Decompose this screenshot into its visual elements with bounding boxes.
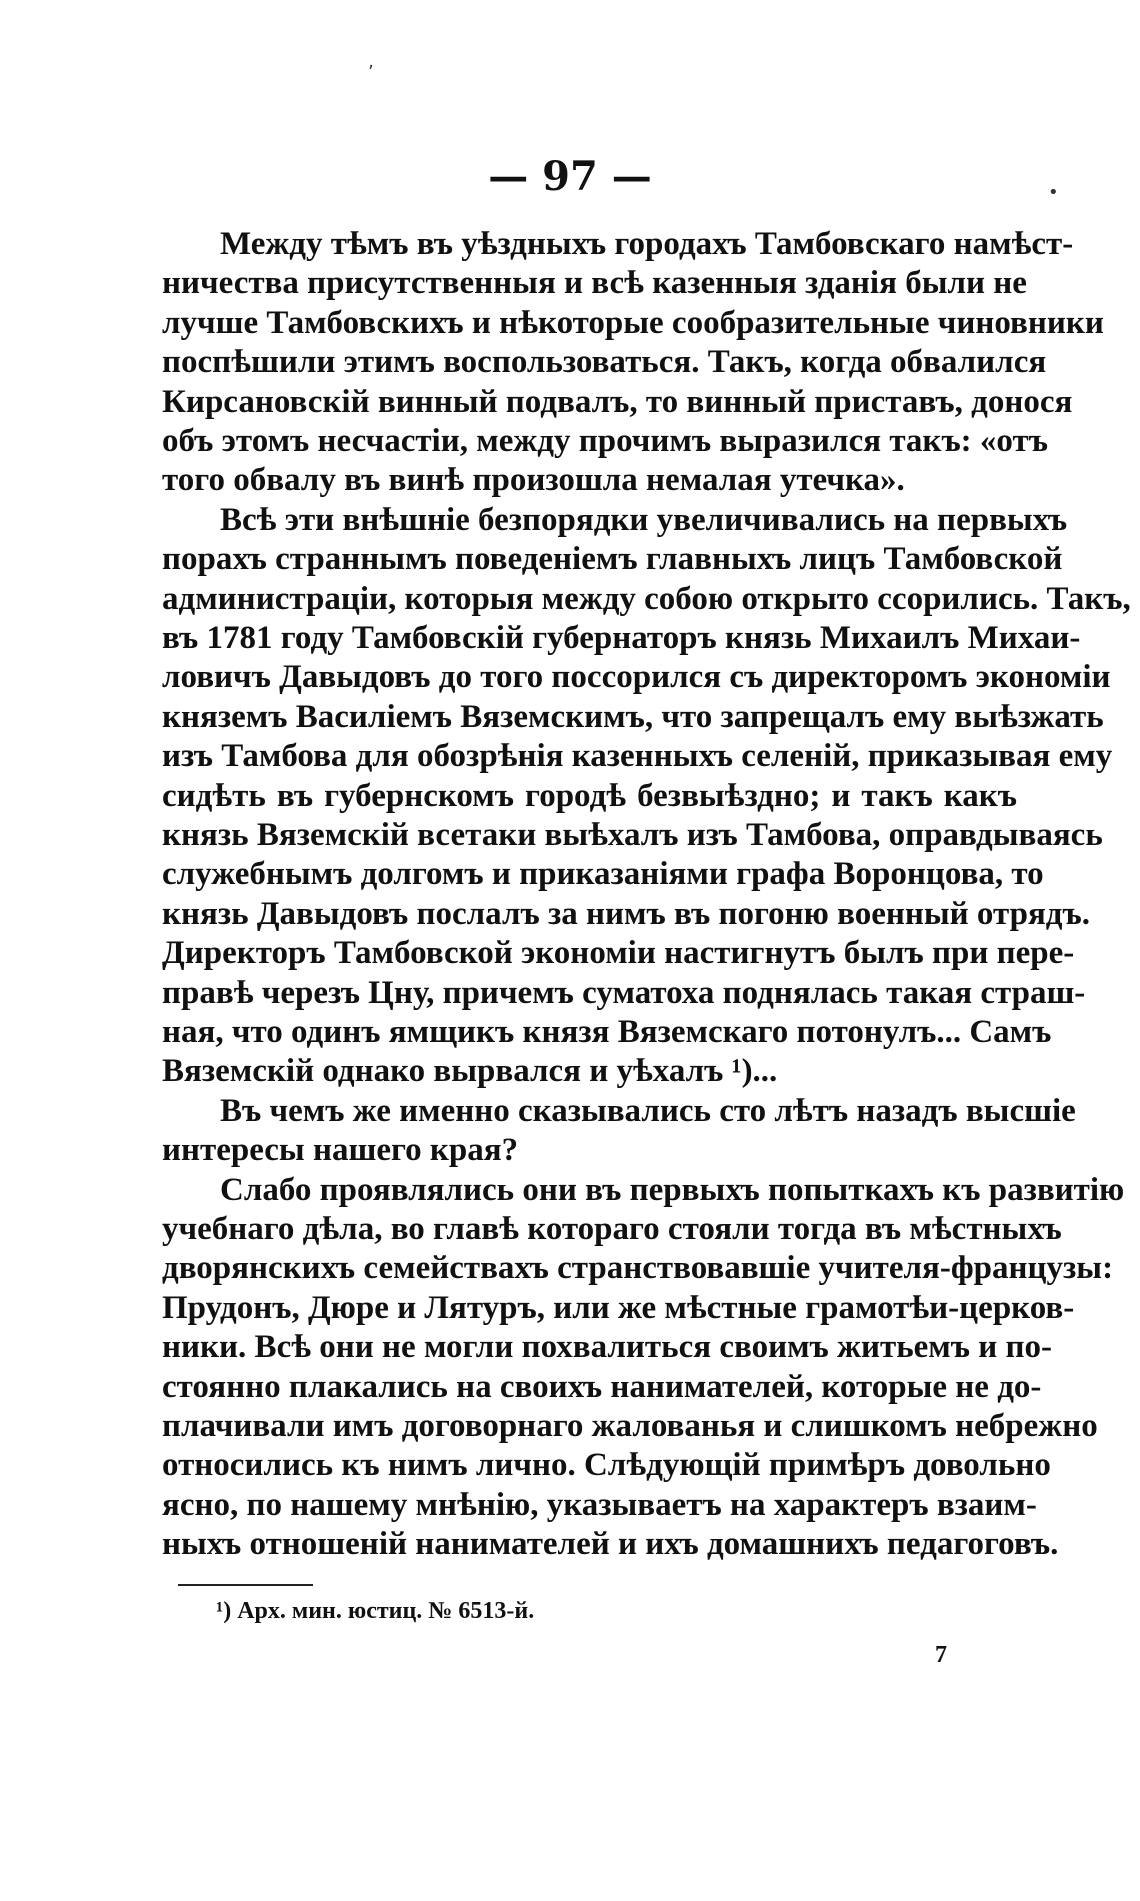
text-line: лучше Тамбовскихъ и нѣкоторые сообразительные чиновники [162, 304, 1104, 341]
text-line: Слабо проявлялись они въ первыхъ попыткахъ къ развитію [220, 1171, 1125, 1208]
text-line: ная, что одинъ ямщикъ князя Вяземскаго потонулъ... Самъ [162, 1014, 1052, 1050]
text-line: интересы нашего края? [162, 1132, 519, 1169]
text-line: администраціи, которыя между собою открыто ссорились. Такъ, [162, 580, 1131, 617]
page-number-header: — 97 — [488, 153, 652, 200]
text-line: Прудонъ, Дюре и Лятуръ, или же мѣстные грамотѣи-церков- [162, 1289, 1075, 1326]
text-line: относились къ нимъ лично. Слѣдующій примѣръ довольно [162, 1447, 1051, 1484]
speck-mark: ʼ [368, 62, 374, 83]
text-line: Между тѣмъ въ уѣздныхъ городахъ Тамбовскаго намѣст- [220, 226, 1074, 262]
text-line: ничества присутственныя и всѣ казенныя зданія были не [162, 265, 1027, 302]
text-line: правѣ черезъ Цну, причемъ суматоха поднялась такая страш- [162, 974, 1086, 1011]
footnote-rule [178, 1584, 313, 1586]
text-line: объ этомъ несчастіи, между прочимъ выразился такъ: «отъ [162, 423, 1048, 459]
text-line: Кирсановскій винный подвалъ, то винный приставъ, донося [162, 383, 1073, 420]
text-line: сидѣть въ губернскомъ городѣ безвыѣздно; и такъ какъ [162, 777, 1017, 814]
text-line: стоянно плакались на своихъ нанимателей, которые не до- [162, 1368, 1042, 1405]
text-line: въ 1781 году Тамбовскій губернаторъ князь Михаилъ Михаи- [162, 620, 1081, 656]
text-line: ники. Всѣ они не могли похвалиться своимъ житьемъ и по- [162, 1329, 1053, 1366]
text-line: ловичъ Давыдовъ до того поссорился съ директоромъ экономіи [162, 659, 1111, 696]
text-line: Въ чемъ же именно сказывались сто лѣтъ назадъ высшіе [220, 1092, 1076, 1129]
text-line: дворянскихъ семействахъ странствовавшіе учителя-французы: [162, 1250, 1114, 1287]
text-line: князь Давыдовъ послалъ за нимъ въ погоню военный отрядъ. [162, 895, 1090, 932]
text-line: учебнаго дѣла, во главѣ котораго стояли тогда въ мѣстныхъ [162, 1211, 1062, 1247]
text-line: того обвалу въ винѣ произошла немалая утечка». [162, 462, 905, 499]
text-line: князь Вяземскій всетаки выѣхалъ изъ Тамбова, оправдываясь [162, 817, 1103, 853]
text-line: плачивали имъ договорнаго жалованья и слишкомъ небрежно [162, 1408, 1098, 1444]
footnote: ¹) Арх. мин. юстиц. № 6513-й. [216, 1598, 535, 1625]
text-line: ныхъ отношеній нанимателей и ихъ домашнихъ педагоговъ. [162, 1526, 1059, 1563]
speck-mark: • [1048, 182, 1059, 203]
text-line: Вяземскій однако вырвался и уѣхалъ ¹)... [162, 1053, 778, 1090]
text-line: служебнымъ долгомъ и приказаніями графа Воронцова, то [162, 856, 1044, 893]
text-line: порахъ страннымъ поведеніемъ главныхъ лицъ Тамбовской [162, 541, 1063, 578]
text-line: изъ Тамбова для обозрѣнія казенныхъ селеній, приказывая ему [162, 738, 1113, 775]
text-line: Директоръ Тамбовской экономіи настигнутъ былъ при пере- [162, 935, 1075, 972]
text-line: поспѣшили этимъ воспользоваться. Такъ, когда обвалился [162, 344, 1047, 381]
signature-mark: 7 [935, 1642, 947, 1669]
text-line: ясно, по нашему мнѣнію, указываетъ на характеръ взаим- [162, 1486, 1037, 1523]
text-line: Всѣ эти внѣшніе безпорядки увеличивались на первыхъ [220, 501, 1068, 538]
text-line: княземъ Василіемъ Вяземскимъ, что запрещалъ ему выѣзжать [162, 698, 1104, 735]
